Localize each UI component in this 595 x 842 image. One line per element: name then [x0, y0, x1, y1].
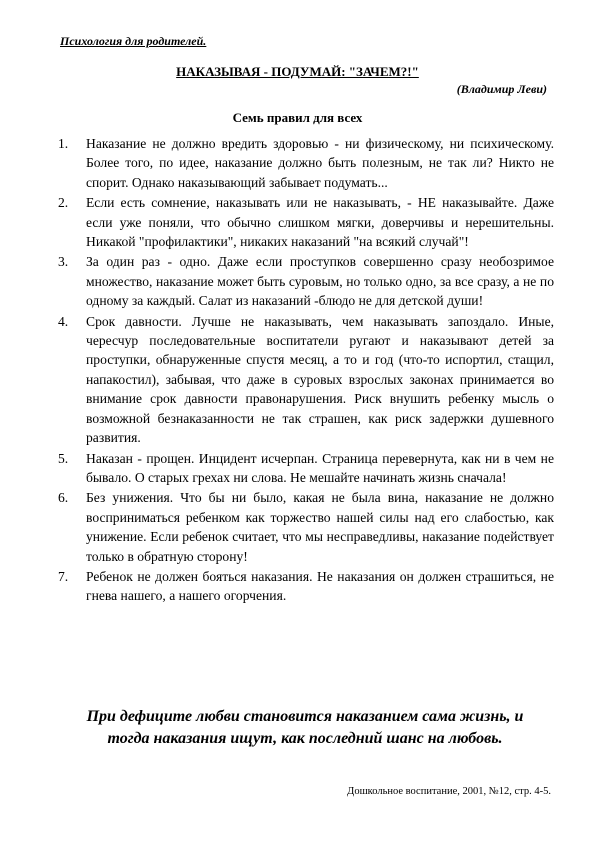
rule-text: Наказание не должно вредить здоровью - ни физическому, ни психическому. Более того, по идее, наказание должно быть полезным, не так ли? Никто не спорит. Однако наказывающий забывает подумать... [86, 136, 554, 190]
rule-text: Ребенок не должен бояться наказания. Не наказания он должен страшиться, не гнева нашего, а нашего огорчения. [86, 568, 554, 604]
source-citation: Дошкольное воспитание, 2001, №12, стр. 4-5. [347, 786, 551, 797]
rule-text: Если есть сомнение, наказывать или не наказывать, - НЕ наказывайте. Даже если уже поняли, что обычно слишком мягки, доверчивы и нерешительны. Никакой "профилактики", никаких наказаний "на всякий случай"! [86, 195, 554, 250]
rule-item-4 [58, 312, 554, 448]
rule-text: За один раз - одно. Даже если проступков совершенно сразу необозримое множество, наказание может быть суровым, но только одно, за все сразу, а не по одному за каждый. Салат из наказаний -блюдо не для детской души! [86, 254, 554, 309]
rule-item-7 [58, 567, 554, 606]
rule-item-2 [58, 193, 554, 251]
rule-item-1 [58, 134, 554, 192]
rule-number: 7. [58, 568, 69, 584]
rule-item-3 [58, 252, 554, 310]
section-header: Психология для родителей. [60, 34, 207, 48]
rule-number: 1. [58, 136, 69, 151]
rule-number: 3. [58, 254, 69, 270]
rule-item-5 [58, 449, 554, 488]
closing-motto: При дефиците любви становится наказанием сама жизнь, и тогда наказания ищут, как последний шанс на любовь. [86, 708, 524, 747]
rule-text: Наказан - прощен. Инцидент исчерпан. Страница перевернута, как ни в чем не бывало. О старых грехах ни слова. Не мешайте начинать жизнь сначала! [86, 450, 554, 485]
page-title: НАКАЗЫВАЯ - ПОДУМАЙ: "ЗАЧЕМ?!" [176, 64, 419, 79]
rule-number: 6. [58, 490, 69, 506]
rules-list [58, 134, 554, 607]
rule-text: Без унижения. Что бы ни было, какая не была вина, наказание не должно восприниматься ребенком как торжество нашей силы над его слабостью, как унижение. Если ребенок считает, что мы несправедливы, наказание подействует только в обратную сторону! [86, 490, 554, 564]
rule-text: Срок давности. Лучше не наказывать, чем наказывать запоздало. Иные, чересчур последовательные воспитатели ругают и наказывают детей за проступки, обнаруженные спустя месяц, а то и год (что-то испортил, стащил, напакостил), забывая, что даже в суровых взрослых законах принимается во внимание срок давности правонарушения. Риск внушить ребенку мысль о возможной безнаказанности не так страшен, как риск задержки душевного развития. [86, 313, 554, 446]
author-name: (Владимир Леви) [456, 82, 547, 96]
rules-subtitle: Семь правил для всех [232, 110, 363, 125]
rule-item-6 [58, 488, 554, 566]
rule-number: 4. [58, 313, 69, 329]
rule-number: 5. [58, 450, 69, 466]
rule-number: 2. [58, 195, 69, 211]
